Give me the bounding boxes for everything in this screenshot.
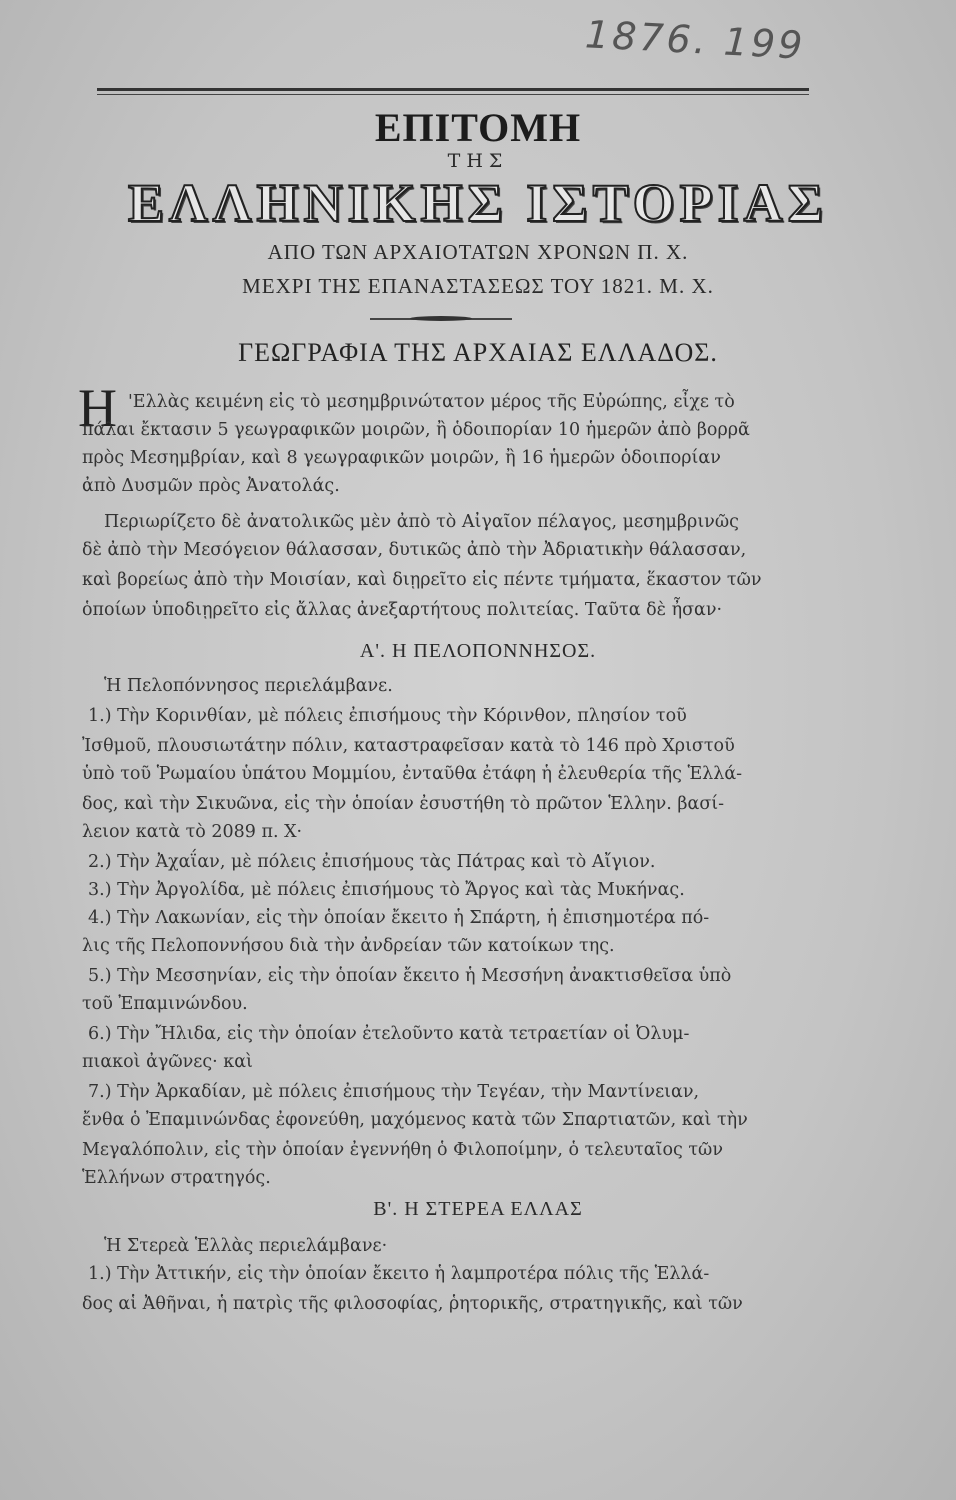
ornament-divider [370, 318, 512, 320]
text-line: τοῦ Ἐπαμινώνδου. [82, 994, 248, 1014]
top-rule-thin [97, 94, 809, 95]
text-line: Ἑλλήνων στρατηγός. [82, 1168, 271, 1188]
title-hellenic-history: ΕΛΛΗΝΙΚΗΣ ΙΣΤΟΡΙΑΣ [128, 173, 828, 233]
text-line: 7.) Τὴν Ἀρκαδίαν, μὲ πόλεις ἐπισήμους τὴν Τεγέαν, τὴν Μαντίνειαν, [88, 1082, 700, 1102]
text-line: ἀπὸ Δυσμῶν πρὸς Ἀνατολάς. [82, 476, 340, 496]
text-line: ὁποίων ὑποδιῃρεῖτο εἰς ἄλλας ἀνεξαρτήτους πολιτείας. Ταῦτα δὲ ἦσαν· [82, 600, 723, 620]
title-tis: ΤΗΣ [447, 150, 509, 172]
text-line: 3.) Τὴν Ἀργολίδα, μὲ πόλεις ἐπισήμους τὸ Ἄργος καὶ τὰς Μυκήνας. [88, 880, 685, 900]
subtitle-from: ΑΠΟ ΤΩΝ ΑΡΧΑΙΟΤΑΤΩΝ ΧΡΟΝΩΝ Π. Χ. [267, 240, 689, 264]
handwritten-annotation: 1876. 199 [583, 12, 807, 68]
main-heading: ΓΕΩΓΡΑΦΙΑ ΤΗΣ ΑΡΧΑΙΑΣ ΕΛΛΑΔΟΣ. [238, 338, 718, 367]
text-line: πρὸς Μεσημβρίαν, καὶ 8 γεωγραφικῶν μοιρῶν, ἢ 16 ἡμερῶν ὁδοιπορίαν [82, 448, 721, 468]
text-line: λειον κατὰ τὸ 2089 π. Χ· [82, 822, 303, 842]
text-line: καὶ βορείως ἀπὸ τὴν Μοισίαν, καὶ διῃρεῖτο εἰς πέντε τμήματα, ἕκαστον τῶν [82, 570, 762, 590]
drop-cap: Η [78, 378, 117, 438]
text-line: 1.) Τὴν Κορινθίαν, μὲ πόλεις ἐπισήμους τὴν Κόρινθον, πλησίον τοῦ [88, 706, 687, 726]
text-line: Περιωρίζετο δὲ ἀνατολικῶς μὲν ἀπὸ τὸ Αἰγαῖον πέλαγος, μεσημβρινῶς [104, 512, 739, 532]
text-line: πάλαι ἔκτασιν 5 γεωγραφικῶν μοιρῶν, ἢ ὁδοιπορίαν 10 ἡμερῶν ἀπὸ βορρᾶ [82, 420, 750, 440]
text-line: 6.) Τὴν Ἤλιδα, εἰς τὴν ὁποίαν ἐτελοῦντο κατὰ τετραετίαν οἱ Ὀλυμ- [88, 1024, 690, 1044]
title-epitome: ΕΠΙΤΟΜΗ [374, 105, 582, 150]
text-line: Ἰσθμοῦ, πλουσιωτάτην πόλιν, καταστραφεῖσαν κατὰ τὸ 146 πρὸ Χριστοῦ [82, 736, 735, 756]
section-heading-sterea: Β'. Η ΣΤΕΡΕΑ ΕΛΛΑΣ [373, 1198, 583, 1220]
text-line: λις τῆς Πελοποννήσου διὰ τὴν ἀνδρείαν τῶν κατοίκων της. [82, 936, 615, 956]
subtitle-until: ΜΕΧΡΙ ΤΗΣ ΕΠΑΝΑΣΤΑΣΕΩΣ ΤΟΥ 1821. Μ. Χ. [242, 274, 714, 298]
text-line: Ἡ Πελοπόννησος περιελάμβανε. [104, 676, 393, 696]
text-line: ἔνθα ὁ Ἐπαμινώνδας ἐφονεύθη, μαχόμενος κατὰ τῶν Σπαρτιατῶν, καὶ τὴν [82, 1110, 748, 1130]
section-heading-peloponnese: Α'. Η ΠΕΛΟΠΟΝΝΗΣΟΣ. [359, 640, 597, 662]
text-line: δος, καὶ τὴν Σικυῶνα, εἰς τὴν ὁποίαν ἐσυστήθη τὸ πρῶτον Ἑλλην. βασί- [82, 794, 725, 814]
text-line: Ἡ Στερεὰ Ἑλλὰς περιελάμβανε· [104, 1236, 388, 1256]
text-line: δος αἱ Ἀθῆναι, ἡ πατρὶς τῆς φιλοσοφίας, ῥητορικῆς, στρατηγικῆς, καὶ τῶν [82, 1294, 743, 1314]
text-line: 4.) Τὴν Λακωνίαν, εἰς τὴν ὁποίαν ἔκειτο ἡ Σπάρτη, ἡ ἐπισημοτέρα πό- [88, 908, 710, 928]
text-line: πιακοὶ ἀγῶνες· καὶ [82, 1052, 253, 1072]
text-line: 'Ελλὰς κειμένη εἰς τὸ μεσημβρινώτατον μέρος τῆς Εὐρώπης, εἶχε τὸ [128, 392, 735, 412]
top-rule [97, 88, 809, 91]
text-line: 5.) Τὴν Μεσσηνίαν, εἰς τὴν ὁποίαν ἔκειτο ἡ Μεσσήνη ἀνακτισθεῖσα ὑπὸ [88, 966, 732, 986]
text-line: δὲ ἀπὸ τὴν Μεσόγειον θάλασσαν, δυτικῶς ἀπὸ τὴν Ἀδριατικὴν θάλασσαν, [82, 540, 747, 560]
text-line: ὑπὸ τοῦ Ῥωμαίου ὑπάτου Μομμίου, ἐνταῦθα ἐτάφη ἡ ἐλευθερία τῆς Ἑλλά- [82, 764, 743, 784]
text-line: 2.) Τὴν Ἀχαΐαν, μὲ πόλεις ἐπισήμους τὰς Πάτρας καὶ τὸ Αἴγιον. [88, 852, 656, 872]
text-line: 1.) Τὴν Ἀττικήν, εἰς τὴν ὁποίαν ἔκειτο ἡ λαμπροτέρα πόλις τῆς Ἑλλά- [88, 1264, 710, 1284]
text-line: Μεγαλόπολιν, εἰς τὴν ὁποίαν ἐγεννήθη ὁ Φιλοποίμην, ὁ τελευταῖος τῶν [82, 1140, 723, 1160]
